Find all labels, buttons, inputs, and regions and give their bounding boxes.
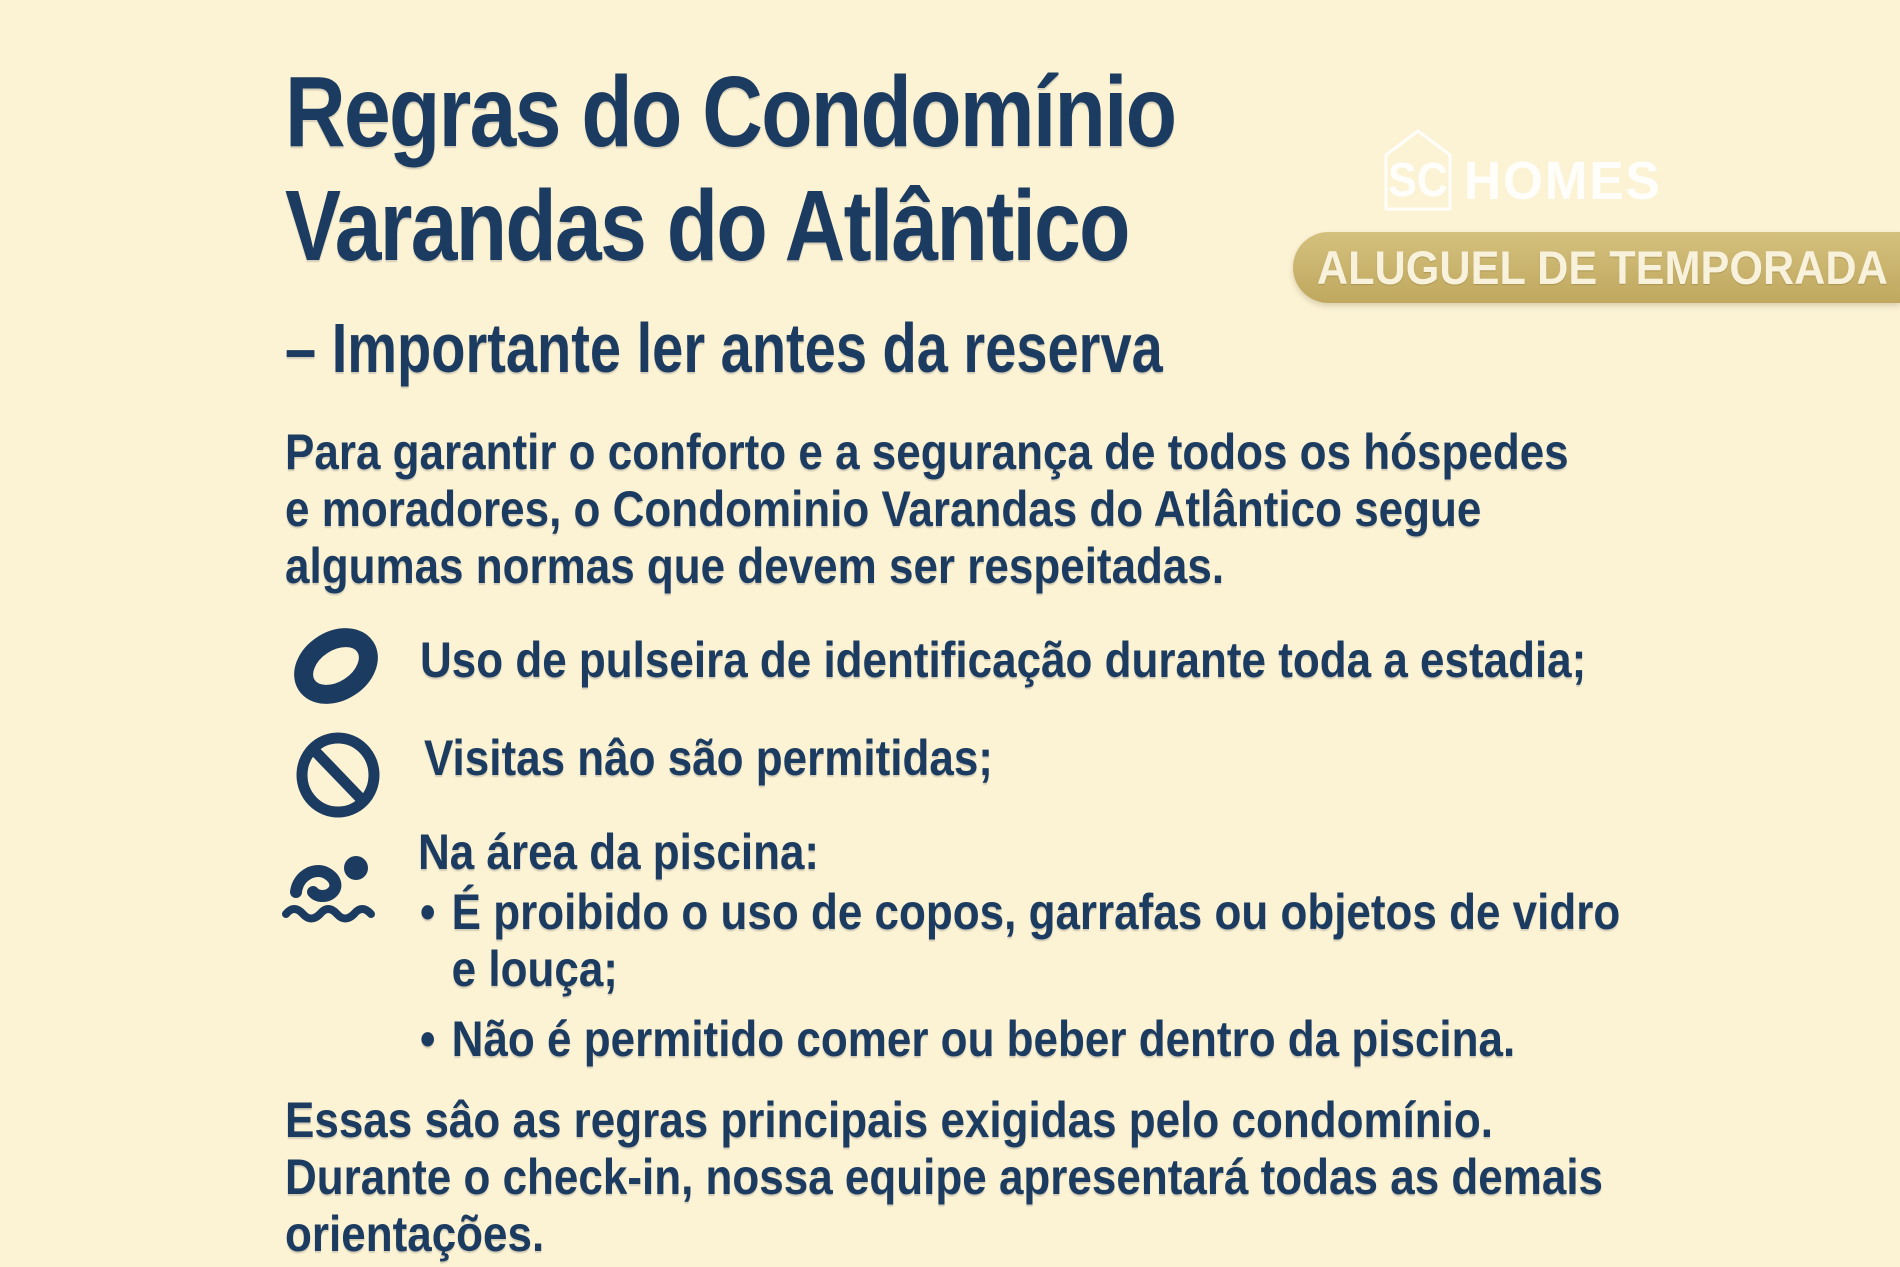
page-title xyxy=(285,55,1175,283)
bullet-dot: • xyxy=(420,1011,436,1067)
rental-ribbon-label: ALUGUEL DE TEMPORADA xyxy=(1316,241,1888,294)
title-line-1: Regras do Condomínio xyxy=(285,56,1176,168)
rule-visitors: Visitas nâo são permitidas; xyxy=(424,730,993,786)
intro-line-1: Para garantir o conforto e a segurança de todos os hóspedes xyxy=(285,424,1569,480)
sc-homes-logo xyxy=(1380,128,1672,212)
swimmer-icon xyxy=(280,850,388,935)
rental-ribbon xyxy=(1293,232,1900,303)
intro-line-2: e moradores, o Condominio Varandas do Atlântico segue xyxy=(285,481,1482,537)
closing-line-1: Essas sâo as regras principais exigidas pelo condomínio. xyxy=(285,1092,1494,1148)
house-icon xyxy=(1380,128,1456,212)
pool-rule-food xyxy=(420,1010,1515,1068)
rule-wristband: Uso de pulseira de identificação durante toda a estadia; xyxy=(420,632,1587,688)
title-line-2: Varandas do Atlântico xyxy=(285,170,1129,282)
closing-paragraph xyxy=(285,1092,1603,1263)
pool-rule-food-text: Não é permitido comer ou beber dentro da piscina. xyxy=(451,1011,1516,1067)
pool-rule-glass-text: É proibido o uso de copos, garrafas ou objetos de vidro xyxy=(451,884,1621,940)
no-entry-icon xyxy=(293,731,383,824)
closing-line-3: orientações. xyxy=(285,1206,545,1262)
logo-sc-text: SC xyxy=(1387,154,1449,207)
pool-rule-glass-line-2: e louça; xyxy=(451,941,618,997)
closing-line-2: Durante o check-in, nossa equipe apresentará todas as demais xyxy=(285,1149,1604,1205)
pool-rule-glass xyxy=(420,884,1620,998)
logo-homes-text: HOMES xyxy=(1464,151,1662,211)
wristband-icon xyxy=(290,621,382,716)
page-subtitle: – Importante ler antes da reserva xyxy=(285,309,1163,387)
intro-paragraph xyxy=(285,424,1569,595)
pool-rules-title: Na área da piscina: xyxy=(418,824,820,880)
intro-line-3: algumas normas que devem ser respeitadas. xyxy=(285,538,1225,594)
pool-rule-glass-line-1 xyxy=(420,884,1620,941)
bullet-dot: • xyxy=(420,884,436,940)
